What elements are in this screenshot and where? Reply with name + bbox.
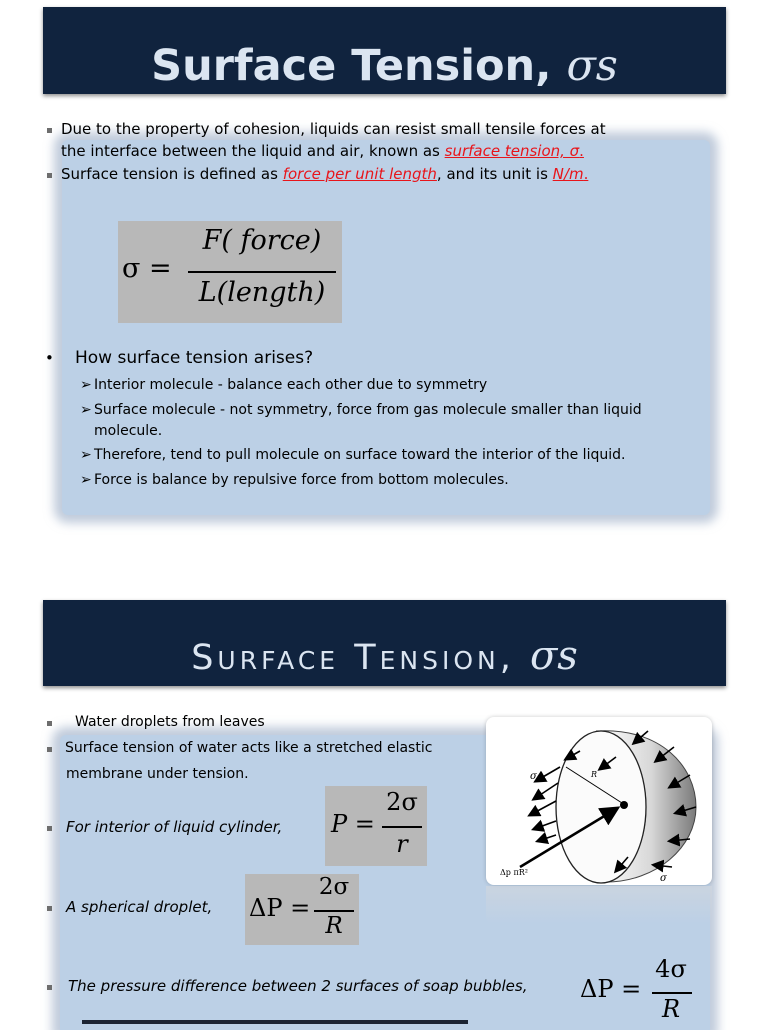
arrow-bullet-icon: ➢ (80, 447, 92, 463)
surface-tension-formula (118, 221, 342, 323)
droplet-formula-lhs: ΔP = (249, 894, 311, 922)
bullet-square-icon (47, 826, 52, 831)
arises-item-2-cont: molecule. (94, 423, 163, 439)
bubble-formula-denominator: R (661, 995, 681, 1023)
slide2-title-banner (43, 600, 726, 686)
bubble-formula-numerator: 4σ (655, 955, 687, 983)
slide2-title-symbol: σs (529, 633, 578, 679)
arises-item-3: Therefore, tend to pull molecule on surface toward the interior of the liquid. (94, 447, 626, 463)
cylinder-formula-lhs: P = (331, 810, 375, 838)
bubble-formula-lhs: ΔP = (580, 975, 642, 1003)
sigma-label-2: σ (660, 873, 667, 884)
slide1-bullet1-line1: Due to the property of cohesion, liquids can resist small tensile forces at (61, 120, 606, 138)
slide1-title-symbol: σs (566, 41, 618, 91)
slide2-title (43, 634, 726, 680)
slide2-item5: The pressure difference between 2 surfaces of soap bubbles, (68, 977, 528, 995)
slide2-item1: Water droplets from leaves (75, 714, 265, 730)
arises-item-4: Force is balance by repulsive force from bottom molecules. (94, 472, 509, 488)
slide1-bullet2 (61, 165, 588, 183)
slide1-title (43, 41, 726, 91)
slide2-item3: For interior of liquid cylinder, (66, 818, 283, 836)
fraction-line (314, 910, 354, 912)
bullet1-period: . (579, 142, 584, 160)
unit-term: N/m (552, 165, 584, 183)
formula-numerator: F( force) (202, 225, 322, 256)
round-bullet-icon: • (45, 349, 54, 367)
cylinder-pressure-formula (325, 786, 427, 866)
surface-tension-term: surface tension, σ (444, 142, 580, 160)
bullet-square-icon (47, 721, 52, 726)
formula-lhs: σ = (122, 253, 172, 284)
bullet-square-icon (47, 906, 52, 911)
bullet-square-icon (47, 173, 52, 178)
arises-heading: How surface tension arises? (75, 348, 314, 368)
bullet2-text: Surface tension is defined as (61, 165, 283, 183)
arrow-bullet-icon: ➢ (80, 402, 92, 418)
bottom-dark-bar (82, 1020, 468, 1024)
cylinder-formula-numerator: 2σ (386, 788, 418, 816)
bullet2-period: . (583, 165, 589, 183)
slide2-title-text: Surface Tension, (191, 638, 530, 678)
pressure-label: Δp πR² (500, 868, 528, 877)
arrow-bullet-icon: ➢ (80, 377, 92, 393)
fraction-line (188, 271, 336, 273)
droplet-diagram (486, 717, 712, 885)
sigma-label: σ (530, 771, 537, 782)
bullet1-line2-text: the interface between the liquid and air, known as (61, 142, 445, 160)
fraction-line (382, 826, 422, 828)
droplet-formula-denominator: R (325, 913, 343, 939)
hemisphere-diagram-svg (486, 717, 712, 885)
droplet-formula-numerator: 2σ (318, 874, 350, 900)
arises-item-2: Surface molecule - not symmetry, force from gas molecule smaller than liquid (94, 402, 642, 418)
slide1-bullet1-line2 (61, 142, 584, 160)
slide1-title-text: Surface Tension, (151, 41, 567, 91)
fraction-line (652, 992, 692, 994)
bullet2-mid-text: , and its unit is (436, 165, 553, 183)
radius-label: R (591, 770, 598, 779)
bullet-square-icon (47, 985, 52, 990)
bullet-square-icon (47, 128, 52, 133)
force-per-unit-length-term: force per unit length (282, 165, 437, 183)
droplet-pressure-formula (245, 874, 359, 945)
bubble-pressure-formula (578, 955, 698, 1024)
slide2-item4: A spherical droplet, (66, 898, 213, 916)
slide2-item2-line1: Surface tension of water acts like a stretched elastic (65, 740, 433, 756)
slide2-item2-line2: membrane under tension. (66, 766, 249, 782)
slide1-title-banner (43, 7, 726, 94)
diagram-reflection (486, 886, 712, 924)
formula-denominator: L(length) (198, 277, 326, 308)
arrow-bullet-icon: ➢ (80, 472, 92, 488)
cylinder-formula-denominator: r (396, 830, 408, 858)
arises-item-1: Interior molecule - balance each other due to symmetry (94, 377, 488, 393)
bullet-square-icon (47, 747, 52, 752)
